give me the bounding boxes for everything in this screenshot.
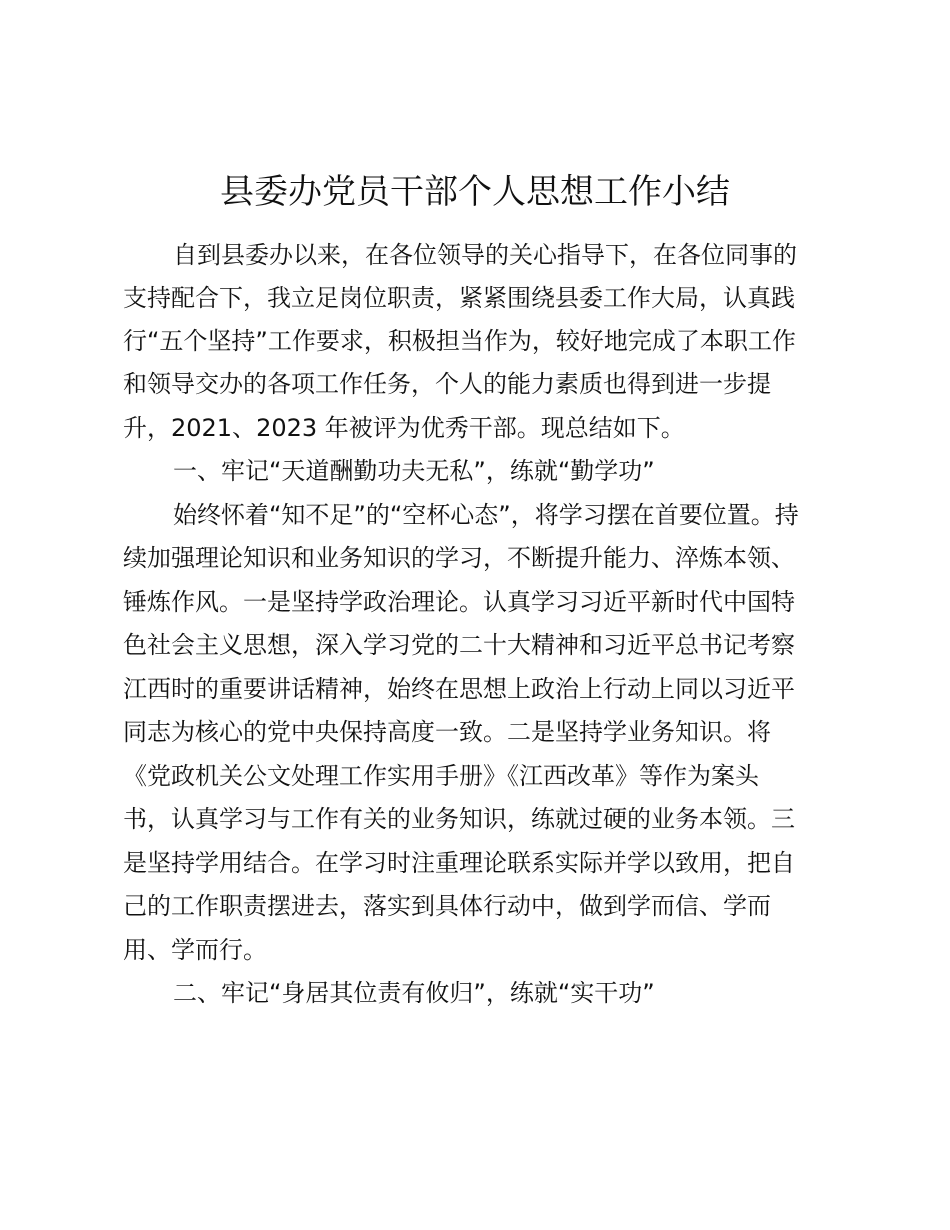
paragraph-1-line-5: 升，2021、2023 年被评为优秀干部。现总结如下。	[123, 414, 685, 442]
paragraph-2-line-6: 同志为核心的党中央保持高度一致。二是坚持学业务知识。将	[123, 718, 771, 746]
paragraph-2-line-1: 始终怀着“知不足”的“空杯心态”，将学习摆在首要位置。持	[173, 501, 799, 529]
paragraph-2-line-5: 江西时的重要讲话精神，始终在思想上政治上行动上同以习近平	[123, 675, 795, 703]
paragraph-2-line-4: 色社会主义思想，深入学习党的二十大精神和习近平总书记考察	[123, 631, 795, 659]
paragraph-2-line-9: 是坚持学用结合。在学习时注重理论联系实际并学以致用，把自	[123, 849, 795, 877]
paragraph-1-line-2: 支持配合下，我立足岗位职责，紧紧围绕县委工作大局，认真践	[123, 284, 795, 312]
paragraph-1-line-1: 自到县委办以来，在各位领导的关心指导下，在各位同事的	[173, 241, 797, 269]
document-title: 县委办党员干部个人思想工作小结	[220, 172, 730, 212]
paragraph-2-line-3: 锤炼作风。一是坚持学政治理论。认真学习习近平新时代中国特	[123, 588, 795, 616]
paragraph-2-line-11: 用、学而行。	[123, 936, 267, 964]
section-heading-1: 一、牢记“天道酬勤功夫无私”，练就“勤学功”	[173, 457, 655, 485]
paragraph-2-line-8: 书，认真学习与工作有关的业务知识，练就过硬的业务本领。三	[123, 805, 795, 833]
paragraph-2-line-7: 《党政机关公文处理工作实用手册》《江西改革》等作为案头	[123, 762, 759, 790]
paragraph-1-line-4: 和领导交办的各项工作任务，个人的能力素质也得到进一步提	[123, 370, 771, 398]
paragraph-1-line-3: 行“五个坚持”工作要求，积极担当作为，较好地完成了本职工作	[123, 327, 796, 355]
paragraph-2-line-2: 续加强理论知识和业务知识的学习，不断提升能力、淬炼本领、	[123, 544, 795, 572]
paragraph-2-line-10: 己的工作职责摆进去，落实到具体行动中，做到学而信、学而	[123, 892, 771, 920]
section-heading-2: 二、牢记“身居其位责有攸归”，练就“实干功”	[173, 979, 655, 1007]
